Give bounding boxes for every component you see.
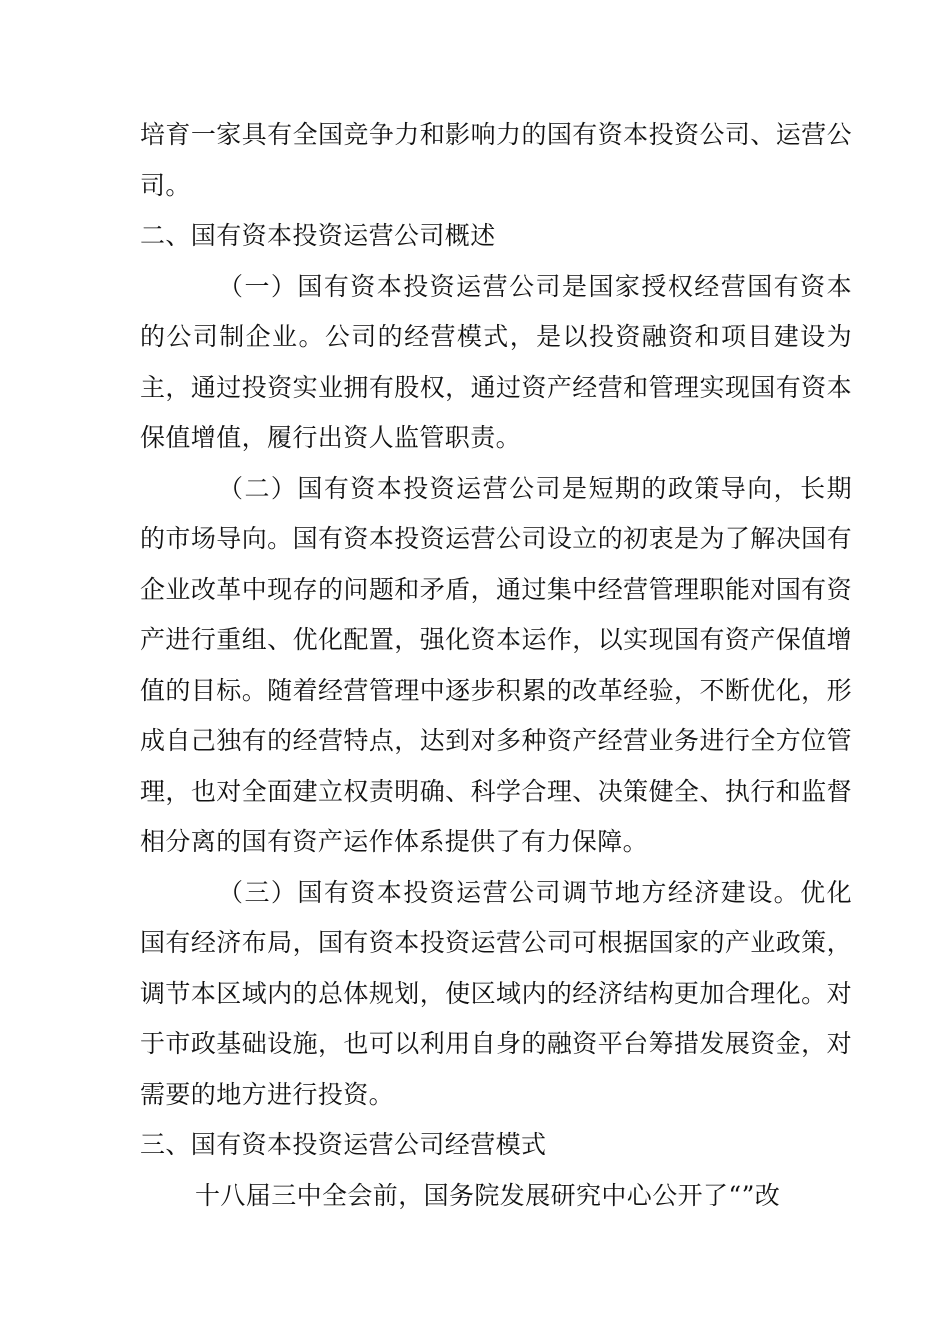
- document-body: [140, 110, 852, 1221]
- section-heading-2: 二、国有资本投资运营公司概述: [140, 221, 496, 250]
- section-heading-3: 三、国有资本投资运营公司经营模式: [140, 1130, 547, 1159]
- paragraph-continuation: 培育一家具有全国竞争力和影响力的国有资本投资公司、运营公司。: [140, 120, 852, 200]
- paragraph-overview-3: （三）国有资本投资运营公司调节地方经济建设。优化国有经济布局，国有资本投资运营公司可根据国家的产业政策，调节本区域内的总体规划，使区域内的经济结构更加合理化。对于市政基础设施，也可以利用自身的融资平台筹措发展资金，对需要的地方进行投资。: [140, 877, 852, 1109]
- paragraph-overview-2: （二）国有资本投资运营公司是短期的政策导向，长期的市场导向。国有资本投资运营公司设立的初衷是为了解决国有企业改革中现存的问题和矛盾，通过集中经营管理职能对国有资产进行重组、优化配置，强化资本运作，以实现国有资产保值增值的目标。随着经营管理中逐步积累的改革经验，不断优化，形成自己独有的经营特点，达到对多种资产经营业务进行全方位管理，也对全面建立权责明确、科学合理、决策健全、执行和监督相分离的国有资产运作体系提供了有力保障。: [140, 473, 852, 856]
- paragraph-overview-1: （一）国有资本投资运营公司是国家授权经营国有资本的公司制企业。公司的经营模式，是以投资融资和项目建设为主，通过投资实业拥有股权，通过资产经营和管理实现国有资本保值增值，履行出资人监管职责。: [140, 271, 852, 452]
- paragraph-business-model: 十八届三中全会前，国务院发展研究中心公开了“”改: [195, 1180, 781, 1210]
